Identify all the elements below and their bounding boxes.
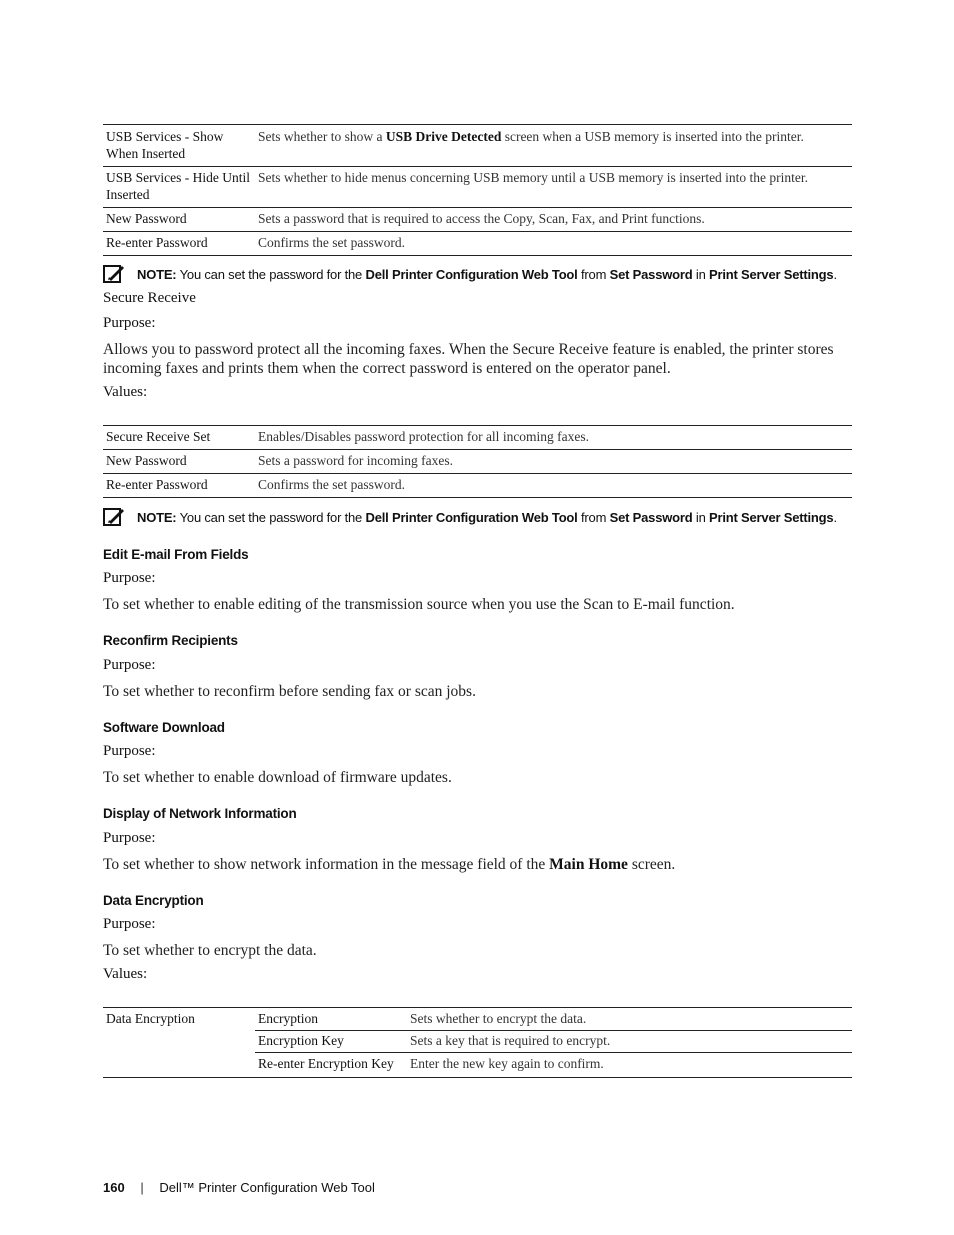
table-cell-desc: Confirms the set password.: [255, 474, 852, 498]
desc-text: Sets whether to show a: [258, 129, 386, 144]
table-row: [103, 208, 852, 232]
section-heading: Reconfirm Recipients: [103, 633, 238, 648]
table-row: [103, 167, 852, 208]
table-cell-name: Secure Receive Set: [103, 426, 255, 450]
table-cell-name: New Password: [103, 450, 255, 474]
note-part: .: [833, 267, 837, 282]
table-cell-desc: [255, 125, 852, 167]
note-text: [137, 267, 837, 282]
table-cell-name: Encryption: [255, 1008, 407, 1031]
table-cell-name: Re-enter Password: [103, 474, 255, 498]
purpose-part: screen.: [627, 856, 676, 873]
table-row: [103, 1008, 852, 1031]
purpose-text: To set whether to encrypt the data.: [103, 942, 317, 959]
note-part: .: [833, 510, 837, 525]
purpose-label: Purpose:: [103, 743, 156, 759]
note-text: [137, 510, 837, 525]
purpose-text: [103, 855, 853, 874]
table-row: [103, 474, 852, 498]
note-bold: Dell Printer Configuration Web Tool: [365, 510, 578, 525]
table-cell-name: New Password: [103, 208, 255, 232]
table-cell-desc: Sets a password for incoming faxes.: [255, 450, 852, 474]
data-encryption-table: [103, 1007, 852, 1078]
note-bold: Set Password: [609, 510, 693, 525]
table-cell-desc: Enter the new key again to confirm.: [407, 1053, 852, 1078]
note-label: NOTE:: [137, 267, 177, 282]
desc-bold: USB Drive Detected: [385, 129, 502, 144]
table-cell-name: USB Services - Show When Inserted: [103, 125, 255, 167]
footer-separator: |: [140, 1180, 144, 1195]
table-cell-desc: Sets whether to encrypt the data.: [407, 1008, 852, 1031]
table-row: [103, 232, 852, 256]
table-row: [103, 426, 852, 450]
table-cell-name: Re-enter Password: [103, 232, 255, 256]
page-footer: [103, 1180, 375, 1195]
purpose-part: To set whether to show network information in the message field of the: [103, 856, 550, 873]
note-bold: Set Password: [609, 267, 693, 282]
section-heading: Display of Network Information: [103, 806, 297, 821]
section-heading: Edit E-mail From Fields: [103, 547, 249, 562]
usb-password-table: [103, 124, 852, 256]
table-cell-desc: Sets whether to hide menus concerning USB memory until a USB memory is inserted into the printer.: [255, 167, 852, 208]
note-bold: Dell Printer Configuration Web Tool: [365, 267, 578, 282]
section-heading: Software Download: [103, 720, 225, 735]
purpose-text: Allows you to password protect all the incoming faxes. When the Secure Receive feature is enabled, the printer stores incoming faxes and prints them when the correct password is entered on the operator panel.: [103, 341, 834, 377]
values-label: Values:: [103, 384, 148, 400]
note-bold: Print Server Settings: [709, 267, 834, 282]
purpose-text: To set whether to enable download of firmware updates.: [103, 769, 452, 786]
footer-title: Dell™ Printer Configuration Web Tool: [159, 1180, 375, 1195]
note-label: NOTE:: [137, 510, 177, 525]
note-part: from: [577, 267, 610, 282]
purpose-label: Purpose:: [103, 916, 156, 932]
secure-receive-table: [103, 425, 852, 498]
table-cell-name: Re-enter Encryption Key: [255, 1053, 407, 1078]
table-cell-desc: Enables/Disables password protection for all incoming faxes.: [255, 426, 852, 450]
table-cell-name: USB Services - Hide Until Inserted: [103, 167, 255, 208]
section-title: Secure Receive: [103, 290, 196, 306]
table-cell-desc: Confirms the set password.: [255, 232, 852, 256]
values-label: Values:: [103, 966, 148, 982]
purpose-text: To set whether to reconfirm before sending fax or scan jobs.: [103, 683, 476, 700]
note-part: in: [692, 267, 710, 282]
purpose-label: Purpose:: [103, 657, 156, 673]
page-number: 160: [103, 1180, 125, 1195]
note-part: from: [577, 510, 610, 525]
section-heading: Data Encryption: [103, 893, 204, 908]
table-cell-group: Data Encryption: [103, 1008, 255, 1078]
note-part: in: [692, 510, 710, 525]
table-cell-name: Encryption Key: [255, 1031, 407, 1053]
table-cell-desc: Sets a password that is required to access the Copy, Scan, Fax, and Print functions.: [255, 208, 852, 232]
table-row: [103, 125, 852, 167]
table-row: [103, 450, 852, 474]
purpose-label: Purpose:: [103, 315, 156, 331]
note-part: You can set the password for the: [176, 267, 366, 282]
table-cell-desc: Sets a key that is required to encrypt.: [407, 1031, 852, 1053]
note-part: You can set the password for the: [176, 510, 366, 525]
purpose-label: Purpose:: [103, 830, 156, 846]
purpose-text: To set whether to enable editing of the transmission source when you use the Scan to E-mail function.: [103, 596, 735, 613]
note-pencil-icon: [103, 264, 125, 288]
note-bold: Print Server Settings: [709, 510, 834, 525]
purpose-label: Purpose:: [103, 570, 156, 586]
note-pencil-icon: [103, 507, 125, 531]
purpose-bold: Main Home: [549, 856, 628, 873]
desc-text: screen when a USB memory is inserted into the printer.: [501, 129, 804, 144]
